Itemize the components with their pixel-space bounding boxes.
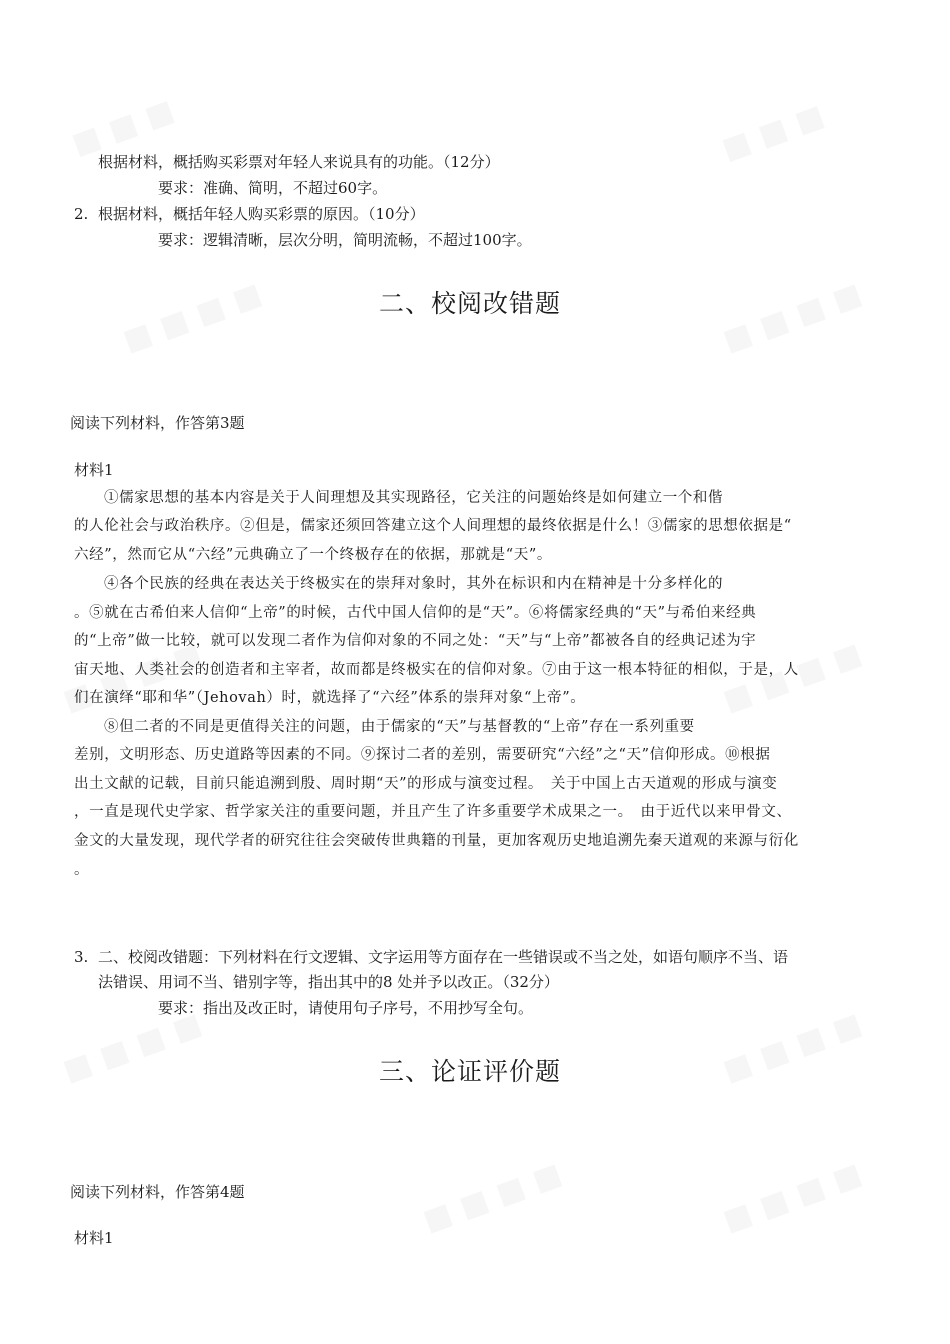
passage-line: ⑧但二者的不同是更值得关注的问题，由于儒家的“天”与基督教的“上帝”存在一系列重要: [104, 719, 695, 735]
passage-line: 。: [74, 862, 90, 878]
question-3-requirement: 要求：指出及改正时，请使用句子序号，不用抄写全句。: [158, 999, 534, 1017]
passage-line: 金文的大量发现，现代学者的研究往往会突破传世典籍的刊量，更加客观历史地追溯先秦天道观的来源与衍化: [74, 833, 799, 849]
section-2-material-label: 材料1: [74, 461, 114, 479]
passage-line: 宙天地、人类社会的创造者和主宰者，故而都是终极实在的信仰对象。⑦由于这一根本特征的相似，于是，人: [74, 662, 799, 678]
question-1-text: 根据材料，概括购买彩票对年轻人来说具有的功能。（12分）: [98, 153, 500, 171]
question-3-text-line2: 法错误、用词不当、错别字等，指出其中的8 处并予以改正。（32分）: [98, 973, 559, 991]
question-2-number: 2.: [74, 205, 89, 223]
section-3-material-label: 材料1: [74, 1229, 114, 1247]
passage-line: ，一直是现代史学家、哲学家关注的重要问题，并且产生了许多重要学术成果之一。 由于近代以来甲骨文、: [74, 804, 792, 820]
question-1-requirement: 要求：准确、简明，不超过60字。: [158, 179, 388, 197]
passage-line: 差别，文明形态、历史道路等因素的不同。⑨探讨二者的差别，需要研究“六经”之“天”信仰形成。⑩根据: [74, 747, 771, 763]
passage-line: 出土文献的记载，目前只能追溯到殷、周时期“天”的形成与演变过程。 关于中国上古天道观的形成与演变: [74, 776, 778, 792]
passage-line: 们在演绎“耶和华”（Jehovah）时，就选择了“六经”体系的崇拜对象“上帝”。: [74, 690, 586, 706]
question-2-text: 根据材料，概括年轻人购买彩票的原因。（10分）: [98, 205, 425, 223]
passage-line: 的人伦社会与政治秩序。②但是，儒家还须回答建立这个人间理想的最终依据是什么！③儒家的思想依据是“: [74, 518, 792, 534]
question-3-text-line1: 二、校阅改错题：下列材料在行文逻辑、文字运用等方面存在一些错误或不当之处，如语句顺序不当、语: [98, 948, 789, 966]
passage-line: 六经”，然而它从“六经”元典确立了一个终极存在的依据，那就是“天”。: [74, 547, 552, 563]
question-2-requirement: 要求：逻辑清晰，层次分明，简明流畅，不超过100字。: [158, 231, 532, 249]
section-3-intro: 阅读下列材料，作答第4题: [70, 1183, 245, 1201]
passage-line: 。⑤就在古希伯来人信仰“上帝”的时候，古代中国人信仰的是“天”。⑥将儒家经典的“天”与希伯来经典: [74, 605, 757, 621]
section-2-intro: 阅读下列材料，作答第3题: [70, 414, 245, 432]
section-3-title: 三、论证评价题: [378, 1057, 561, 1086]
section-2-title: 二、校阅改错题: [378, 289, 561, 318]
passage-line: ④各个民族的经典在表达关于终极实在的崇拜对象时，其外在标识和内在精神是十分多样化的: [104, 576, 724, 592]
passage-line: ①儒家思想的基本内容是关于人间理想及其实现路径，它关注的问题始终是如何建立一个和偕: [104, 490, 724, 506]
passage-line: 的“上帝”做一比较，就可以发现二者作为信仰对象的不同之处：“天”与“上帝”都被各自的经典记述为宇: [74, 633, 757, 649]
question-3-number: 3.: [74, 948, 89, 966]
